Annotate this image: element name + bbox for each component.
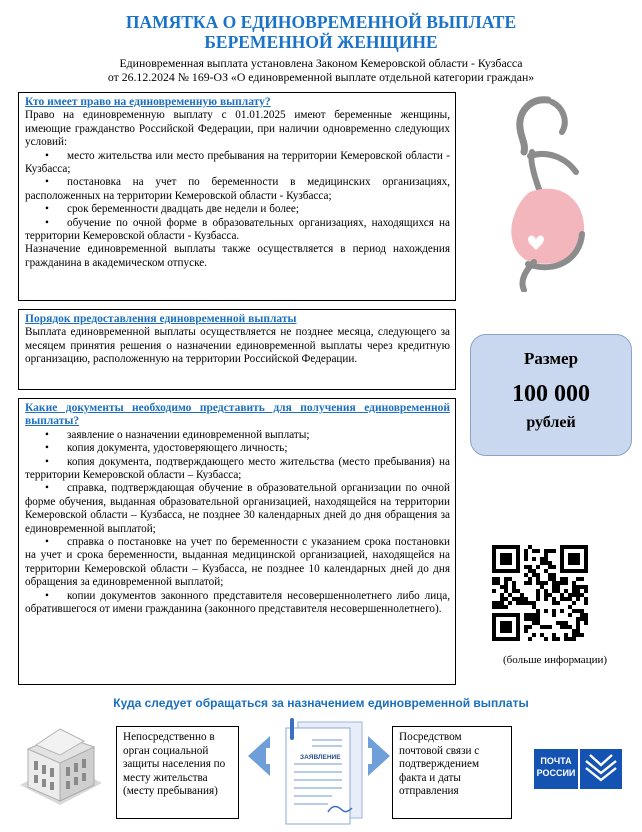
qr-code[interactable] — [492, 545, 588, 641]
docs-item-text: копии документов законного представителя несовершеннолетнего либо лица, обратившегося от имени гражданина (законного представителя несовершеннолетнего). — [25, 589, 450, 616]
docs-item — [25, 429, 450, 442]
bullet-icon: • — [45, 442, 49, 455]
docs-item-text: заявление о назначении единовременной выплаты; — [67, 428, 310, 441]
docs-heading: Какие документы необходимо представить для получения единовременной выплаты? — [25, 402, 450, 428]
bullet-icon: • — [45, 176, 49, 189]
option-social-protection-text: Непосредственно в орган социальной защиты населения по месту жительства (месту пребывания) — [123, 731, 226, 798]
docs-item — [25, 456, 450, 483]
bullet-icon: • — [45, 482, 49, 495]
subtitle-line-1: Единовременная выплата установлена Законом Кемеровской области - Кузбасса — [119, 56, 523, 70]
russian-post-logo — [534, 749, 578, 789]
docs-item — [25, 590, 450, 617]
order-heading: Порядок предоставления единовременной выплаты — [25, 313, 297, 325]
who-intro: Право на единовременную выплату с 01.01.2025 имеют беременные женщины, имеющие гражданство Российской Федерации, при наличии одновременно следующих условий: — [25, 109, 450, 149]
who-section — [18, 92, 456, 301]
application-document-icon — [272, 716, 372, 828]
bullet-icon: • — [45, 455, 49, 468]
docs-item — [25, 482, 450, 536]
who-heading: Кто имеет право на единовременную выплату? — [25, 96, 271, 108]
docs-item — [25, 442, 450, 455]
building-icon — [10, 715, 110, 820]
title-line-2: БЕРЕМЕННОЙ ЖЕНЩИНЕ — [204, 32, 438, 52]
arrow-left-icon — [246, 734, 272, 778]
payment-size-box — [470, 334, 632, 456]
order-section — [18, 309, 456, 390]
bullet-icon: • — [45, 536, 49, 549]
docs-item-text: копия документа, подтверждающего место жительства (место пребывания) на территории Кемеровской области – Кузбасса; — [25, 455, 450, 482]
title-line-1: ПАМЯТКА О ЕДИНОВРЕМЕННОЙ ВЫПЛАТЕ — [125, 12, 517, 32]
who-item — [25, 176, 450, 203]
document-label: ЗАЯВЛЕНИЕ — [300, 754, 341, 761]
bullet-icon: • — [45, 428, 49, 441]
size-unit: рублей — [526, 414, 576, 431]
arrow-right-icon — [366, 734, 392, 778]
order-text: Выплата единовременной выплаты осуществляется не позднее месяца, следующего за месяцем принятия решения о назначении единовременной выплаты через кредитную организацию, расположенную на территории Российской Федерации. — [25, 326, 450, 366]
who-item-text: постановка на учет по беременности в медицинских организациях, расположенных на территории Кемеровской области - Кузбасса; — [25, 176, 450, 202]
pregnant-woman-icon — [490, 92, 610, 292]
who-item — [25, 203, 450, 216]
bullet-icon: • — [45, 216, 49, 229]
option-social-protection — [116, 726, 239, 819]
who-item — [25, 217, 450, 244]
docs-item-text: справка о постановке на учет по беременности с указанием срока постановки на учет и срока беременности, выданная медицинской организацией, находящейся на территории Кемеровской области – Кузбасса, не позднее 10 календарных дней до дня обращения за единовременной выплатой; — [25, 536, 450, 589]
who-item — [25, 150, 450, 177]
size-label: Размер — [523, 349, 579, 368]
who-outro: Назначение единовременной выплаты также осуществляется в период нахождения гражданина в академическом отпуске. — [25, 243, 450, 269]
qr-caption: (больше информации) — [502, 654, 608, 666]
post-logo-line-2: РОССИИ — [536, 768, 576, 778]
post-eagle-icon — [580, 749, 622, 789]
where-heading: Куда следует обращаться за назначением единовременной выплаты — [113, 696, 529, 710]
who-item-text: обучение по очной форме в образовательных организациях, находящихся на территории Кемеровской области - Кузбасса. — [25, 216, 450, 243]
post-logo-line-1: ПОЧТА — [540, 756, 572, 766]
who-list — [25, 150, 450, 244]
docs-list — [25, 429, 450, 617]
size-amount: 100 000 — [512, 381, 590, 407]
bullet-icon: • — [45, 589, 49, 602]
bullet-icon: • — [45, 203, 49, 216]
subtitle — [0, 57, 642, 84]
docs-item-text: копия документа, удостоверяющего личность; — [67, 442, 288, 455]
option-postal-text: Посредством почтовой связи с подтверждением факта и даты отправления — [399, 731, 480, 798]
who-item-text: срок беременности двадцать две недели и более; — [67, 203, 299, 216]
who-item-text: место жительства или место пребывания на территории Кемеровской области - Кузбасса; — [25, 149, 450, 176]
option-postal — [392, 726, 512, 819]
page-title — [0, 12, 642, 52]
docs-section — [18, 398, 456, 685]
docs-item-text: справка, подтверждающая обучение в образовательной организации по очной форме обучения, выданная образовательной организацией, находящейся на территории Кемеровской области – Кузбасса, не позднее 30 календарных дней до дня обращения за единовременной выплатой; — [25, 482, 450, 535]
docs-item — [25, 536, 450, 590]
bullet-icon: • — [45, 149, 49, 162]
subtitle-line-2: от 26.12.2024 № 169-ОЗ «О единовременной выплате отдельной категории граждан» — [107, 69, 535, 84]
